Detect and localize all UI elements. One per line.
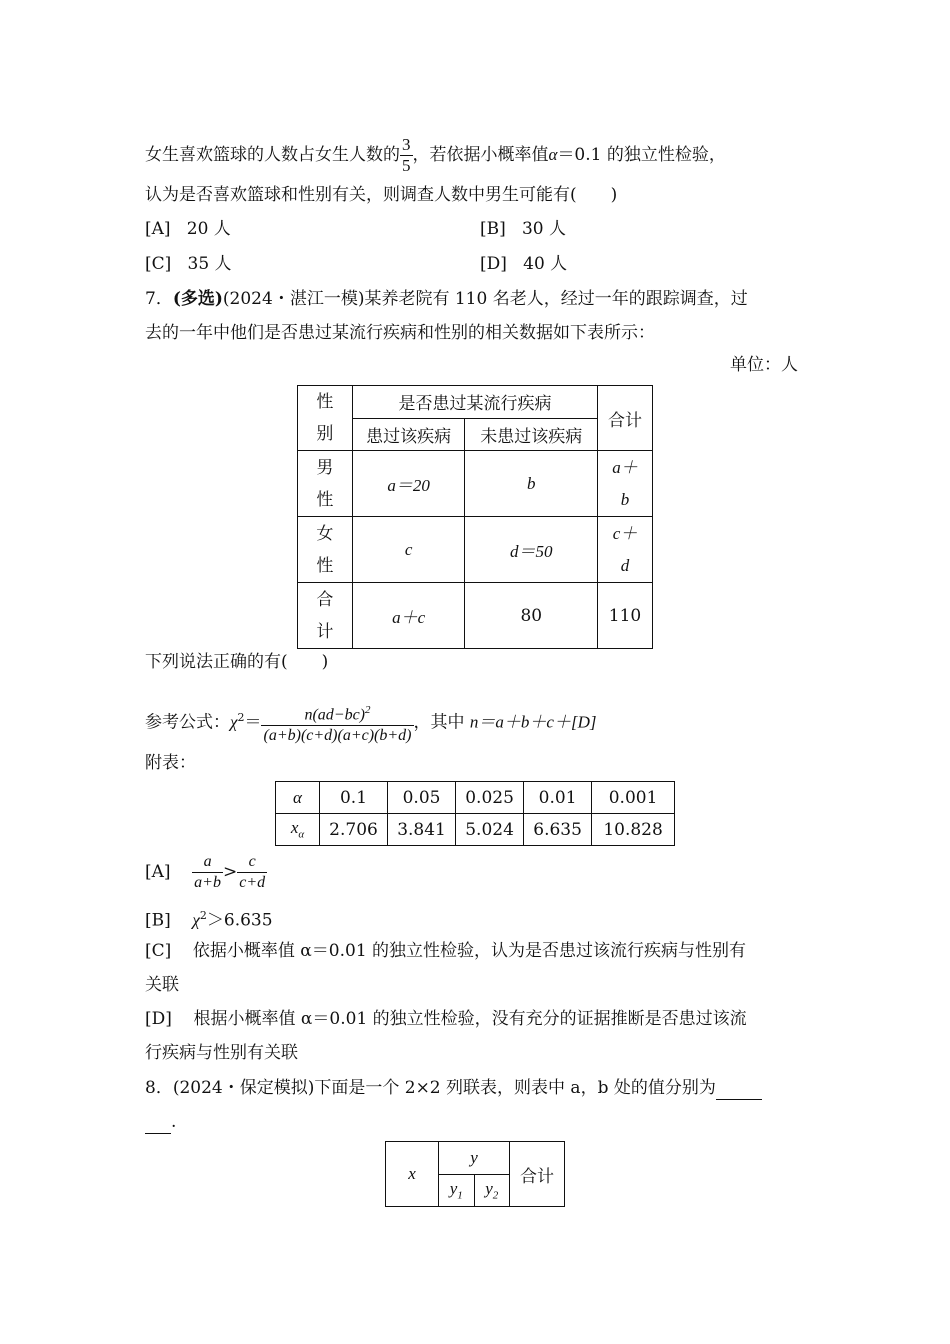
table-cell: c bbox=[352, 517, 465, 583]
q7-question: 下列说法正确的有( ) bbox=[145, 652, 329, 672]
critical-value-table bbox=[275, 781, 675, 846]
table-row bbox=[276, 782, 675, 814]
table-cell: 0.001 bbox=[592, 782, 675, 814]
option-label: [B] bbox=[480, 219, 506, 239]
chi-symbol: χ bbox=[192, 910, 200, 930]
q7-text: (2024・湛江一模)某养老院有 110 名老人，经过一年的跟踪调查，过 bbox=[222, 289, 748, 309]
option-text: 20 人 bbox=[186, 219, 231, 239]
header-total: 合计 bbox=[598, 386, 653, 451]
x-alpha-header: $x_\alpha$ bbox=[276, 814, 320, 846]
q8-line2 bbox=[145, 1111, 176, 1134]
formula-line bbox=[145, 700, 596, 746]
table-cell: 5.024 bbox=[456, 814, 524, 846]
table-cell: 110 bbox=[598, 583, 653, 649]
table-cell: 10.828 bbox=[592, 814, 675, 846]
frac-numerator: 3 bbox=[402, 135, 411, 154]
q6-option-c bbox=[145, 253, 232, 275]
table-cell: 80 bbox=[465, 583, 598, 649]
option-text: 40 人 bbox=[523, 254, 568, 274]
period: . bbox=[171, 1112, 177, 1132]
option-text: ＞6.635 bbox=[206, 910, 273, 931]
y2-header: $y_2$ bbox=[474, 1174, 510, 1207]
chi-symbol: χ bbox=[230, 712, 238, 732]
greater-than: > bbox=[222, 862, 238, 882]
total-header: 合计 bbox=[510, 1142, 565, 1207]
q6-text-mid: ，若依据小概率值 bbox=[412, 145, 549, 165]
table-cell: b bbox=[465, 451, 598, 517]
fraction-c-over-c-plus-d: $\frac{c}{c+d}$ bbox=[239, 853, 266, 891]
y1-header: $y_1$ bbox=[439, 1174, 475, 1207]
q6-line2: 认为是否喜欢篮球和性别有关，则调查人数中男生可能有( ) bbox=[145, 185, 618, 205]
formula-post: ，其中 bbox=[413, 712, 470, 733]
formula-label: 参考公式： bbox=[145, 712, 230, 733]
q7-option-d-line1 bbox=[145, 1008, 747, 1030]
q7-option-b bbox=[145, 905, 273, 932]
table-cell: 0.05 bbox=[388, 782, 456, 814]
chi-square-fraction bbox=[261, 700, 413, 746]
appendix-label: 附表： bbox=[145, 753, 196, 773]
table-cell: a＝20 bbox=[352, 451, 465, 517]
formula-tail: n＝a＋b＋c＋[D] bbox=[469, 712, 597, 732]
equals-sign: ＝ bbox=[244, 712, 262, 733]
option-text: 35 人 bbox=[187, 254, 232, 274]
option-text: 依据小概率值 α＝0.01 的独立性检验，认为是否患过该流行疾病与性别有 bbox=[192, 941, 747, 961]
disease-gender-table bbox=[297, 385, 653, 649]
table-cell: 0.025 bbox=[456, 782, 524, 814]
row-label: 男 性 bbox=[298, 451, 353, 517]
q7-option-d-line2: 行疾病与性别有关联 bbox=[145, 1043, 298, 1063]
unit-label: 单位：人 bbox=[730, 355, 798, 375]
table-row bbox=[298, 451, 653, 517]
table-row bbox=[298, 583, 653, 649]
fraction-3-5 bbox=[400, 135, 413, 176]
q7-option-c-line1 bbox=[145, 940, 746, 962]
option-label: [D] bbox=[480, 254, 507, 274]
table-cell: 0.01 bbox=[524, 782, 592, 814]
q7-tag: (多选) bbox=[172, 289, 223, 309]
table-cell: 0.1 bbox=[320, 782, 388, 814]
alpha-header: α bbox=[276, 782, 320, 814]
table-cell: c＋ d bbox=[598, 517, 653, 583]
fraction-a-over-a-plus-b: $\frac{a}{a+b}$ bbox=[194, 853, 221, 891]
q6-option-a bbox=[145, 218, 231, 240]
frac-numerator: $n(ad-bc)^2$ bbox=[261, 700, 413, 726]
answer-blank-continued[interactable] bbox=[145, 1111, 171, 1134]
q6-line1 bbox=[145, 135, 726, 176]
q7-line2: 去的一年中他们是否患过某流行疾病和性别的相关数据如下表所示： bbox=[145, 323, 655, 343]
frac-denominator: 5 bbox=[402, 156, 411, 175]
table-cell: 6.635 bbox=[524, 814, 592, 846]
q6-text-pre: 女生喜欢篮球的人数占女生人数的 bbox=[145, 145, 400, 165]
q6-option-d bbox=[480, 253, 567, 275]
table-row bbox=[276, 814, 675, 846]
header-had-disease: 患过该疾病 bbox=[352, 418, 465, 451]
table-cell: 3.841 bbox=[388, 814, 456, 846]
option-label: [A] bbox=[145, 219, 171, 239]
q8-line1 bbox=[145, 1077, 762, 1100]
header-disease-group: 是否患过某流行疾病 bbox=[352, 386, 597, 419]
y-header: y bbox=[439, 1142, 510, 1175]
table-cell: a＋c bbox=[352, 583, 465, 649]
answer-blank[interactable] bbox=[716, 1077, 762, 1100]
header-no-disease: 未患过该疾病 bbox=[465, 418, 598, 451]
chi-exponent: 2 bbox=[237, 711, 245, 725]
option-label: [B] bbox=[145, 910, 171, 931]
row-label: 合 计 bbox=[298, 583, 353, 649]
contingency-table-2x2 bbox=[385, 1141, 565, 1207]
header-gender: 性 别 bbox=[298, 386, 353, 451]
q8-text: 8．(2024・保定模拟)下面是一个 2×2 列联表，则表中 a，b 处的值分别为 bbox=[145, 1078, 716, 1098]
option-text: 根据小概率值 α＝0.01 的独立性检验，没有充分的证据推断是否患过该流 bbox=[193, 1009, 747, 1029]
option-label: [D] bbox=[145, 1009, 172, 1029]
option-label: [C] bbox=[145, 254, 172, 274]
table-cell: a＋ b bbox=[598, 451, 653, 517]
q6-option-b bbox=[480, 218, 566, 240]
row-label: 女 性 bbox=[298, 517, 353, 583]
alpha-symbol: α bbox=[548, 145, 558, 164]
table-row bbox=[298, 517, 653, 583]
option-label: [C] bbox=[145, 941, 172, 961]
x-header: x bbox=[386, 1142, 439, 1207]
frac-denominator: (a+b)(c+d)(a+c)(b+d) bbox=[263, 727, 412, 745]
q6-text-post: ＝0.1 的独立性检验， bbox=[557, 145, 726, 165]
q7-option-c-line2: 关联 bbox=[145, 975, 179, 995]
option-label: [A] bbox=[145, 862, 171, 882]
option-text: 30 人 bbox=[521, 219, 567, 239]
chi-exponent: 2 bbox=[199, 909, 207, 922]
table-cell: 2.706 bbox=[320, 814, 388, 846]
q7-line1 bbox=[145, 288, 748, 310]
q7-option-a bbox=[145, 852, 267, 893]
table-cell: d＝50 bbox=[465, 517, 598, 583]
q7-number: 7． bbox=[145, 289, 173, 309]
